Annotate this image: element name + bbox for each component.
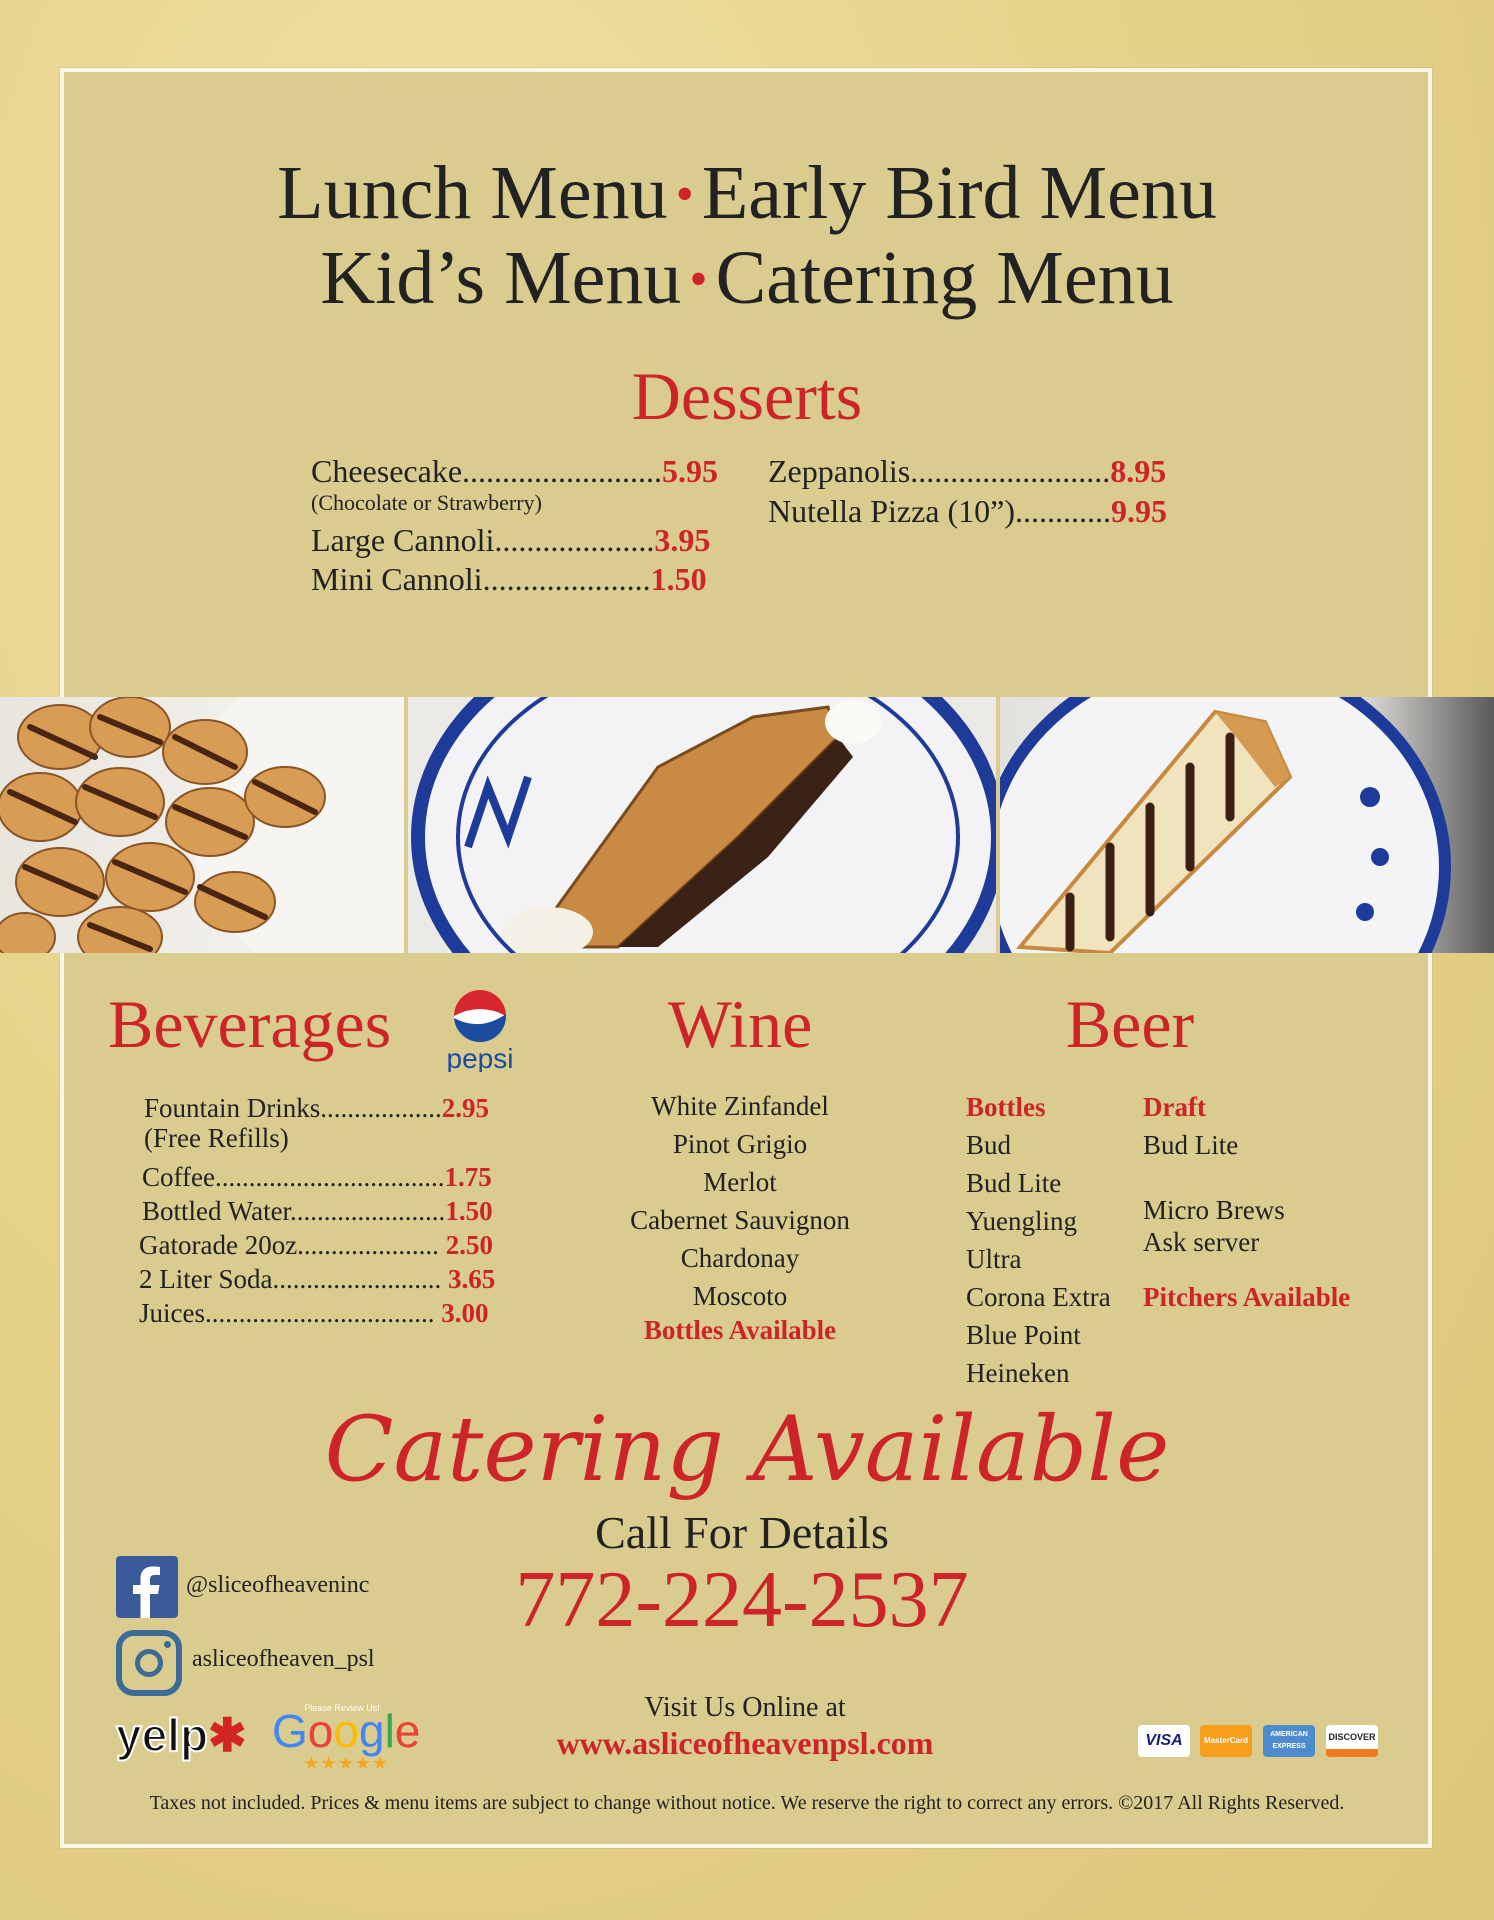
call-for-details: Call For Details	[595, 1507, 889, 1558]
dessert-item: Cheesecake.........................5.95	[311, 453, 719, 489]
desserts-title: Desserts	[631, 358, 863, 434]
google-review-tag: Please Review Us!	[304, 1703, 380, 1713]
wine-item: Moscoto	[692, 1281, 788, 1311]
visa-card-icon: VISA	[1138, 1725, 1190, 1757]
svg-text:pepsi: pepsi	[446, 1043, 514, 1072]
kids-menu-heading: Kid’s Menu	[320, 236, 682, 320]
website-link[interactable]: www.asliceofheavenpsl.com	[556, 1725, 934, 1761]
star-rating: ★★★★★	[303, 1753, 390, 1773]
refill-note: (Free Refills)	[144, 1123, 289, 1153]
discover-card-icon: DISCOVER	[1326, 1725, 1378, 1757]
beer-bottles-heading: Bottles	[966, 1092, 1046, 1122]
beer-item: Ultra	[966, 1244, 1022, 1274]
catering-available-script: Catering Available	[324, 1397, 1170, 1502]
beer-bottles-list	[966, 1088, 1111, 1392]
pitchers-available: Pitchers Available	[1143, 1282, 1351, 1312]
beer-item: Bud Lite	[1143, 1130, 1239, 1160]
instagram-icon[interactable]	[116, 1630, 182, 1696]
beer-title: Beer	[1065, 986, 1195, 1062]
cannoli-photo	[408, 697, 996, 953]
mastercard-icon: MasterCard	[1200, 1725, 1252, 1757]
beer-draft-heading: Draft	[1143, 1092, 1206, 1122]
facebook-handle[interactable]: @sliceofheaveninc	[186, 1572, 370, 1598]
beverage-item: Gatorade 20oz..................... 2.50	[139, 1230, 493, 1260]
beer-draft-list	[1143, 1088, 1350, 1316]
beverages-title: Beverages	[108, 986, 392, 1062]
beer-item: Bud Lite	[966, 1168, 1062, 1198]
beer-item: Blue Point	[966, 1320, 1081, 1350]
micro-brews-label: Micro Brews	[1143, 1195, 1285, 1225]
wine-bottles-available: Bottles Available	[643, 1315, 837, 1345]
visit-online-label: Visit Us Online at	[644, 1692, 846, 1723]
google-review-logo[interactable]: Google Please Review Us! ★★★★★	[272, 1703, 421, 1773]
beverage-item: Juices.................................. 3.00	[139, 1298, 489, 1328]
beer-item: Heineken	[966, 1358, 1070, 1388]
zeppole-photo	[0, 697, 404, 953]
cheesecake-photo	[1000, 697, 1494, 953]
early-bird-menu-heading: Early Bird Menu	[701, 151, 1217, 235]
yelp-logo[interactable]: yelp✱	[116, 1709, 247, 1761]
facebook-icon[interactable]	[116, 1556, 178, 1618]
wine-item: Chardonay	[680, 1243, 800, 1273]
beverage-item: Fountain Drinks..................2.95	[144, 1093, 490, 1123]
beverage-item: Coffee..................................1.75	[142, 1162, 492, 1192]
cheesecake-note: (Chocolate or Strawberry)	[311, 490, 542, 515]
instagram-handle[interactable]: asliceofheaven_psl	[192, 1646, 375, 1672]
wine-item: Cabernet Sauvignon	[630, 1205, 850, 1235]
beer-item: Bud	[966, 1130, 1012, 1160]
dessert-item: Mini Cannoli.....................1.50	[311, 561, 707, 597]
pepsi-logo	[438, 988, 522, 1072]
dessert-item: Nutella Pizza (10”)............9.95	[768, 493, 1167, 529]
separator-dot: •	[675, 165, 694, 223]
phone-number[interactable]: 772-224-2537	[515, 1556, 969, 1644]
beer-item: Corona Extra	[966, 1282, 1111, 1312]
wine-item: Pinot Grigio	[672, 1129, 808, 1159]
menu-header-line-2	[0, 236, 1494, 320]
dessert-photo-strip	[0, 697, 1494, 953]
catering-menu-heading: Catering Menu	[715, 236, 1174, 320]
dessert-item: Large Cannoli....................3.95	[311, 522, 711, 558]
wine-list	[590, 1087, 890, 1345]
wine-title: Wine	[667, 986, 813, 1062]
disclaimer: Taxes not included. Prices & menu items are subject to change without notice. We reserve the right to correct any errors. ©2017 All Rights Reserved.	[149, 1792, 1345, 1814]
dessert-item: Zeppanolis.........................8.95	[768, 453, 1167, 489]
wine-item: White Zinfandel	[651, 1091, 829, 1121]
wine-item: Merlot	[703, 1167, 777, 1197]
beverage-item: 2 Liter Soda......................... 3.65	[139, 1264, 496, 1294]
lunch-menu-heading: Lunch Menu	[277, 151, 668, 235]
beer-item: Yuengling	[966, 1206, 1077, 1236]
ask-server-label: Ask server	[1143, 1227, 1260, 1257]
menu-header-line-1	[0, 151, 1494, 235]
separator-dot: •	[689, 250, 708, 308]
amex-card-icon: AMERICAN EXPRESS	[1263, 1725, 1315, 1757]
beverage-item: Bottled Water.......................1.50	[142, 1196, 493, 1226]
